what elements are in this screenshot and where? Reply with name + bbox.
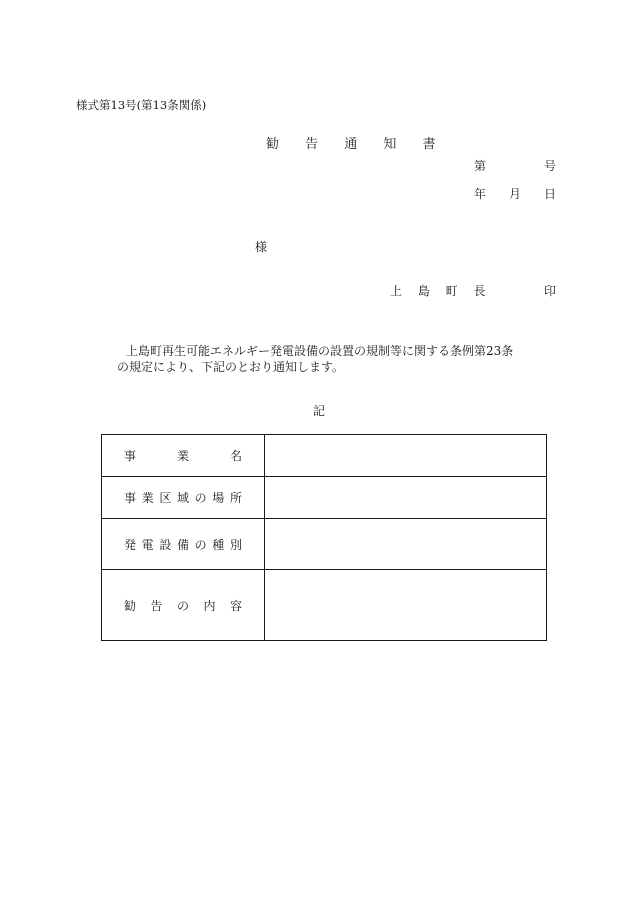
row-label-char: 備 xyxy=(176,537,189,552)
row-label-recommendation-content xyxy=(102,570,265,641)
row-label-char: 設 xyxy=(159,537,172,552)
row-value-business-location[interactable] xyxy=(265,477,547,519)
items-table xyxy=(101,434,547,641)
row-label-char: 電 xyxy=(141,537,154,552)
row-value-equipment-type[interactable] xyxy=(265,519,547,570)
row-label-char: 告 xyxy=(150,598,163,613)
row-label-char: 内 xyxy=(203,598,216,613)
table-row-business-name xyxy=(102,435,547,477)
row-label-char: 勧 xyxy=(124,598,137,613)
recipient-honorific: 様 xyxy=(255,240,268,254)
row-label-equipment-type xyxy=(102,519,265,570)
row-label-char: 所 xyxy=(229,491,242,505)
table-row-business-location xyxy=(102,477,547,519)
row-label-char: の xyxy=(194,537,207,552)
row-label-char: 事 xyxy=(124,449,137,463)
row-value-recommendation-content[interactable] xyxy=(265,570,547,641)
sender-name: 上 島 町 長 xyxy=(390,284,492,298)
body-text-line-2: の規定により、下記のとおり通知します。 xyxy=(117,360,345,374)
ki-heading: 記 xyxy=(313,404,326,418)
table-row-equipment-type xyxy=(102,519,547,570)
row-label-char: 名 xyxy=(229,449,242,463)
row-label-char: の xyxy=(194,491,207,505)
document-number-suffix: 号 xyxy=(544,159,557,173)
row-label-business-name xyxy=(102,435,265,477)
seal-mark: 印 xyxy=(544,284,557,298)
row-label-char: 業 xyxy=(141,491,154,505)
date-day-label: 日 xyxy=(544,187,557,201)
row-label-char: 場 xyxy=(212,491,225,505)
row-label-char: 種 xyxy=(212,537,225,552)
table-row-recommendation-content xyxy=(102,570,547,641)
row-label-char: 域 xyxy=(176,491,189,505)
row-value-business-name[interactable] xyxy=(265,435,547,477)
row-label-char: 区 xyxy=(159,491,172,505)
row-label-business-location xyxy=(102,477,265,519)
row-label-char: の xyxy=(176,598,189,613)
row-label-char: 容 xyxy=(229,598,242,613)
row-label-char: 業 xyxy=(176,449,189,463)
date-month-label: 月 xyxy=(509,187,522,201)
row-label-char: 発 xyxy=(124,537,137,552)
row-label-char: 別 xyxy=(229,537,242,552)
date-year-label: 年 xyxy=(474,187,487,201)
form-number-label: 様式第13号(第13条関係) xyxy=(76,98,207,112)
body-text-line-1: 上島町再生可能エネルギー発電設備の設置の規制等に関する条例第23条 xyxy=(126,344,514,358)
row-label-char: 事 xyxy=(124,491,137,505)
document-number-prefix: 第 xyxy=(474,159,487,173)
document-title: 勧 告 通 知 書 xyxy=(266,137,447,152)
